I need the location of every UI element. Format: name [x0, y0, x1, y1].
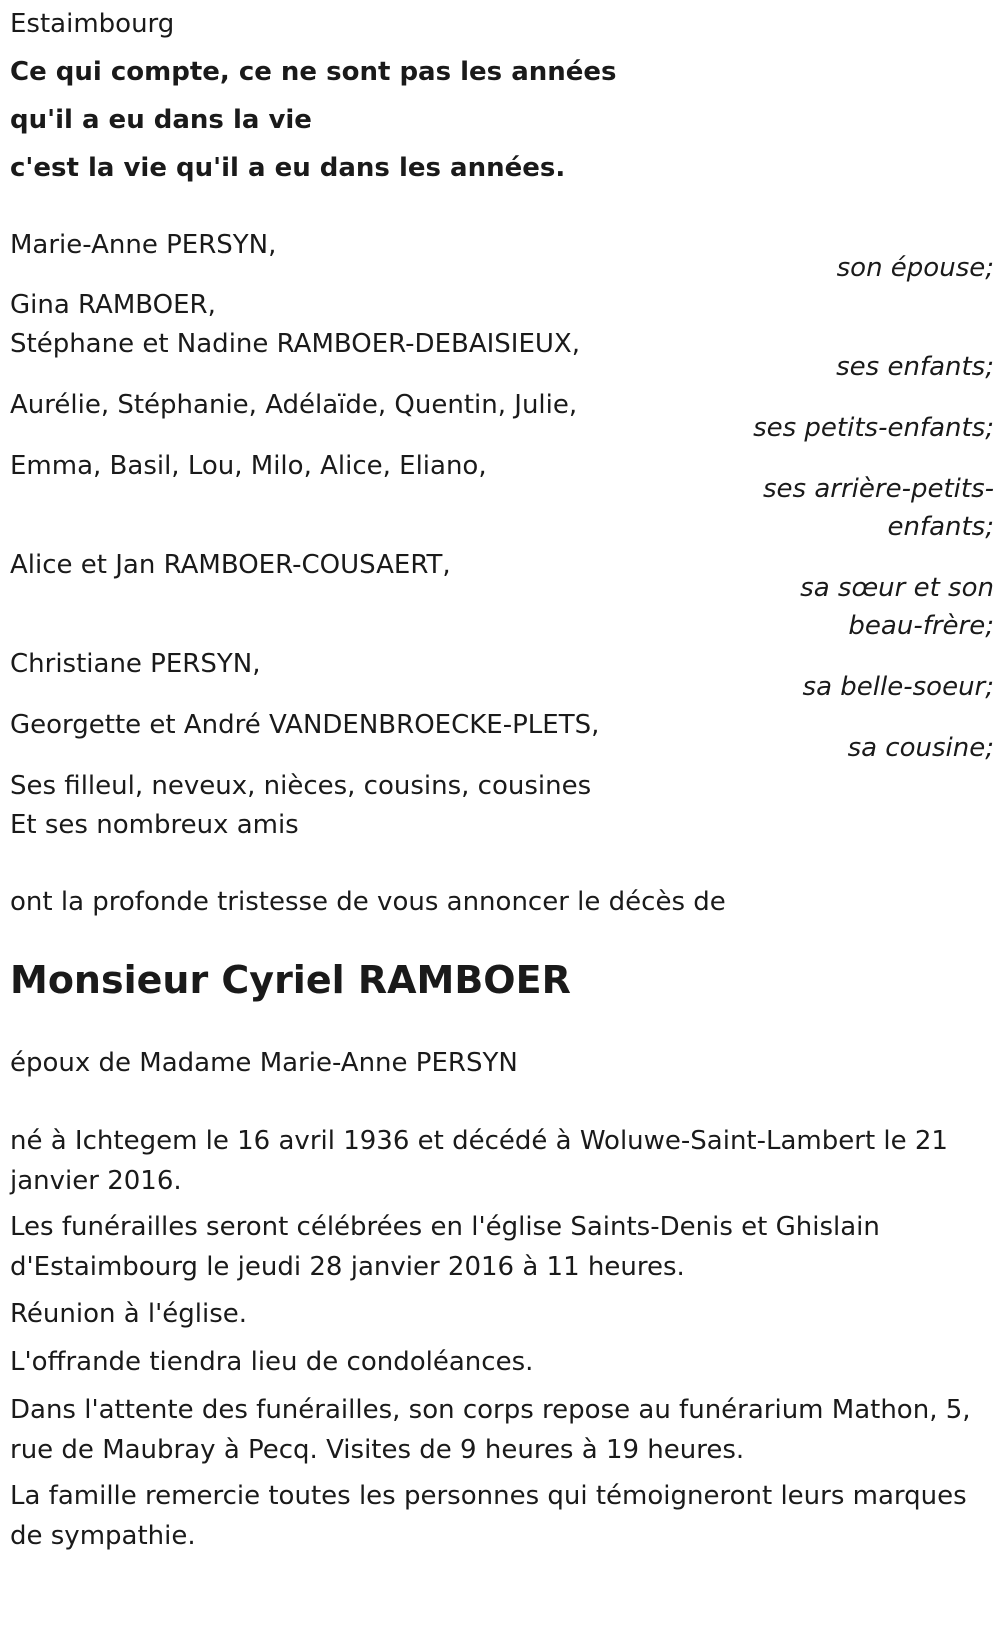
others-line-2: Et ses nombreux amis [10, 810, 299, 840]
family-name-sister: Alice et Jan RAMBOER-COUSAERT, [10, 550, 451, 580]
family-name-cousin: Georgette et André VANDENBROECKE-PLETS, [10, 710, 600, 740]
family-name-spouse: Marie-Anne PERSYN, [10, 230, 277, 260]
relation-great-grandchildren-line-2: enfants; [887, 512, 994, 542]
family-name-grandchildren: Aurélie, Stéphanie, Adélaïde, Quentin, Julie, [10, 390, 578, 420]
deceased-spouse: époux de Madame Marie-Anne PERSYN [10, 1048, 518, 1078]
relation-sister-in-law: sa belle-soeur; [802, 672, 994, 702]
funerarium-details: Dans l'attente des funérailles, son corps repose au funérarium Mathon, 5, rue de Maubray à Pecq. Visites de 9 heures à 19 heures. [10, 1395, 971, 1465]
announcement-text: ont la profonde tristesse de vous annoncer le décès de [10, 887, 726, 917]
thanks-text: La famille remercie toutes les personnes qui témoigneront leurs marques de sympathie. [10, 1481, 967, 1551]
relation-sister-line-1: sa sœur et son [800, 573, 994, 603]
family-name-sister-in-law: Christiane PERSYN, [10, 649, 261, 679]
relation-spouse: son épouse; [836, 253, 994, 283]
relation-sister-line-2: beau-frère; [848, 611, 994, 641]
family-name-child-1: Gina RAMBOER, [10, 290, 216, 320]
place-name: Estaimbourg [10, 9, 175, 39]
relation-cousin: sa cousine; [847, 733, 994, 763]
funeral-details: Les funérailles seront célébrées en l'église Saints-Denis et Ghislain d'Estaimbourg le jeudi 28 janvier 2016 à 11 heures. [10, 1212, 880, 1282]
deceased-name: Monsieur Cyriel RAMBOER [10, 958, 571, 1002]
quote-line-1: Ce qui compte, ce ne sont pas les années [10, 57, 617, 87]
relation-grandchildren: ses petits-enfants; [753, 413, 994, 443]
others-line-1: Ses filleul, neveux, nièces, cousins, cousines [10, 771, 592, 801]
relation-great-grandchildren-line-1: ses arrière-petits- [763, 474, 994, 504]
meeting-details: Réunion à l'église. [10, 1299, 248, 1329]
birth-death-details: né à Ichtegem le 16 avril 1936 et décédé à Woluwe-Saint-Lambert le 21 janvier 2016. [10, 1126, 948, 1196]
family-name-child-2: Stéphane et Nadine RAMBOER-DEBAISIEUX, [10, 329, 580, 359]
offering-details: L'offrande tiendra lieu de condoléances. [10, 1347, 534, 1377]
relation-children: ses enfants; [836, 352, 994, 382]
quote-line-2: qu'il a eu dans la vie [10, 105, 312, 135]
family-name-great-grandchildren: Emma, Basil, Lou, Milo, Alice, Eliano, [10, 451, 487, 481]
quote-line-3: c'est la vie qu'il a eu dans les années. [10, 153, 566, 183]
